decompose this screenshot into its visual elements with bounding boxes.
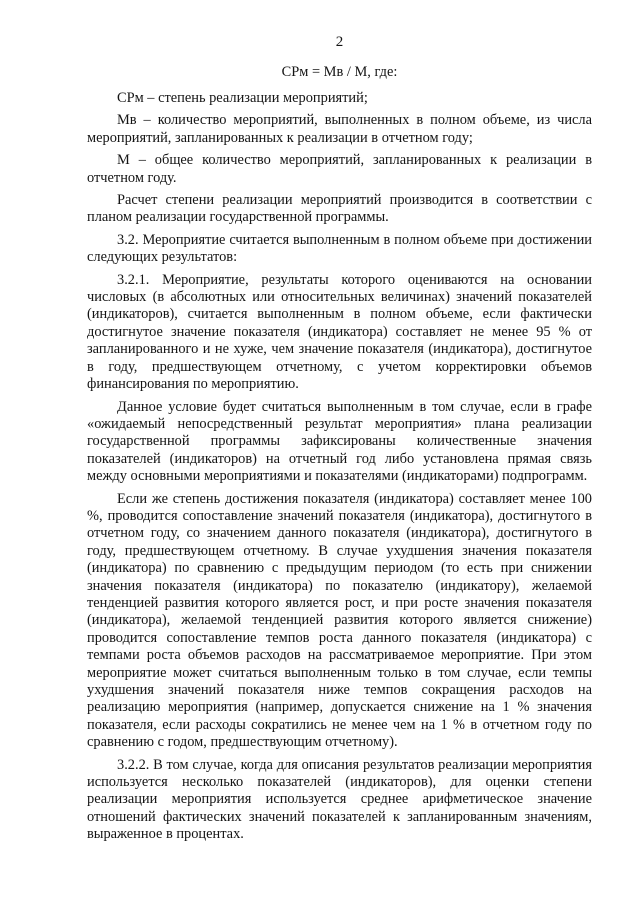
condition-paragraph: Данное условие будет считаться выполненным в том случае, если в графе «ожидаемый непосредственный результат мероприятия» плана реализации государственной программы зафиксированы количественные значения показателей (индикаторов) на отчетный год либо установлена прямая связь между основными мероприятиями и показателями (индикаторами) подпрограмм. xyxy=(87,398,592,485)
section-3-2-1: 3.2.1. Мероприятие, результаты которого оцениваются на основании числовых (в абсолютных или относительных величинах) значений показателей (индикаторов), считается выполненным в полном объеме, если фактически достигнутое значение показателя (индикатора) составляет не менее 95 % от запланированного и не хуже, чем значение показателя (индикатора), достигнутое в году, предшествующем отчетному, с учетом корректировки объемов финансирования по мероприятию. xyxy=(87,271,592,393)
section-3-2: 3.2. Мероприятие считается выполненным в полном объеме при достижении следующих результатов: xyxy=(87,231,592,266)
calculation-note: Расчет степени реализации мероприятий производится в соответствии с планом реализации государственной программы. xyxy=(87,192,592,226)
page-number: 2 xyxy=(335,34,344,50)
deterioration-paragraph: Если же степень достижения показателя (индикатора) составляет менее 100 %, проводится сопоставление значений показателя (индикатора), достигнутого в отчетном году, со значением данного показателя (индикатора), достигнутого в году, предшествующем отчетному. В случае ухудшения значения показателя (индикатора) по сравнению с предыдущим периодом (то есть при снижении значения показателя (индикатора) по показателю (индикатору), желаемой тенденцией развития которого является рост, и при росте значения показателя (индикатора), желаемой тенденцией развития которого является снижение) проводится сопоставление темпов роста данного показателя (индикатора) с темпами роста объемов расходов на рассматриваемое мероприятие. При этом мероприятие может считаться выполненным только в том случае, если темпы ухудшения значений показателя ниже темпов сокращения расходов на реализацию мероприятия (например, допускается снижение на 1 % значения показателя, если расходы сократились не менее чем на 1 % в отчетном году по сравнению с годом, предшествующим отчетному). xyxy=(87,490,592,751)
definition-srm: СРм – степень реализации мероприятий; xyxy=(117,90,368,106)
definition-mv: Мв – количество мероприятий, выполненных в полном объеме, из числа мероприятий, запланированных к реализации в отчетном году; xyxy=(87,112,592,146)
section-3-2-2: 3.2.2. В том случае, когда для описания результатов реализации мероприятия используется несколько показателей (индикаторов), для оценки степени реализации мероприятия используется среднее арифметическое значение отношений фактических значений показателей к запланированным значениям, выраженное в процентах. xyxy=(87,756,592,843)
definition-m: М – общее количество мероприятий, запланированных к реализации в отчетном году. xyxy=(87,152,592,186)
formula: СРм = Мв / М, где: xyxy=(281,64,398,80)
